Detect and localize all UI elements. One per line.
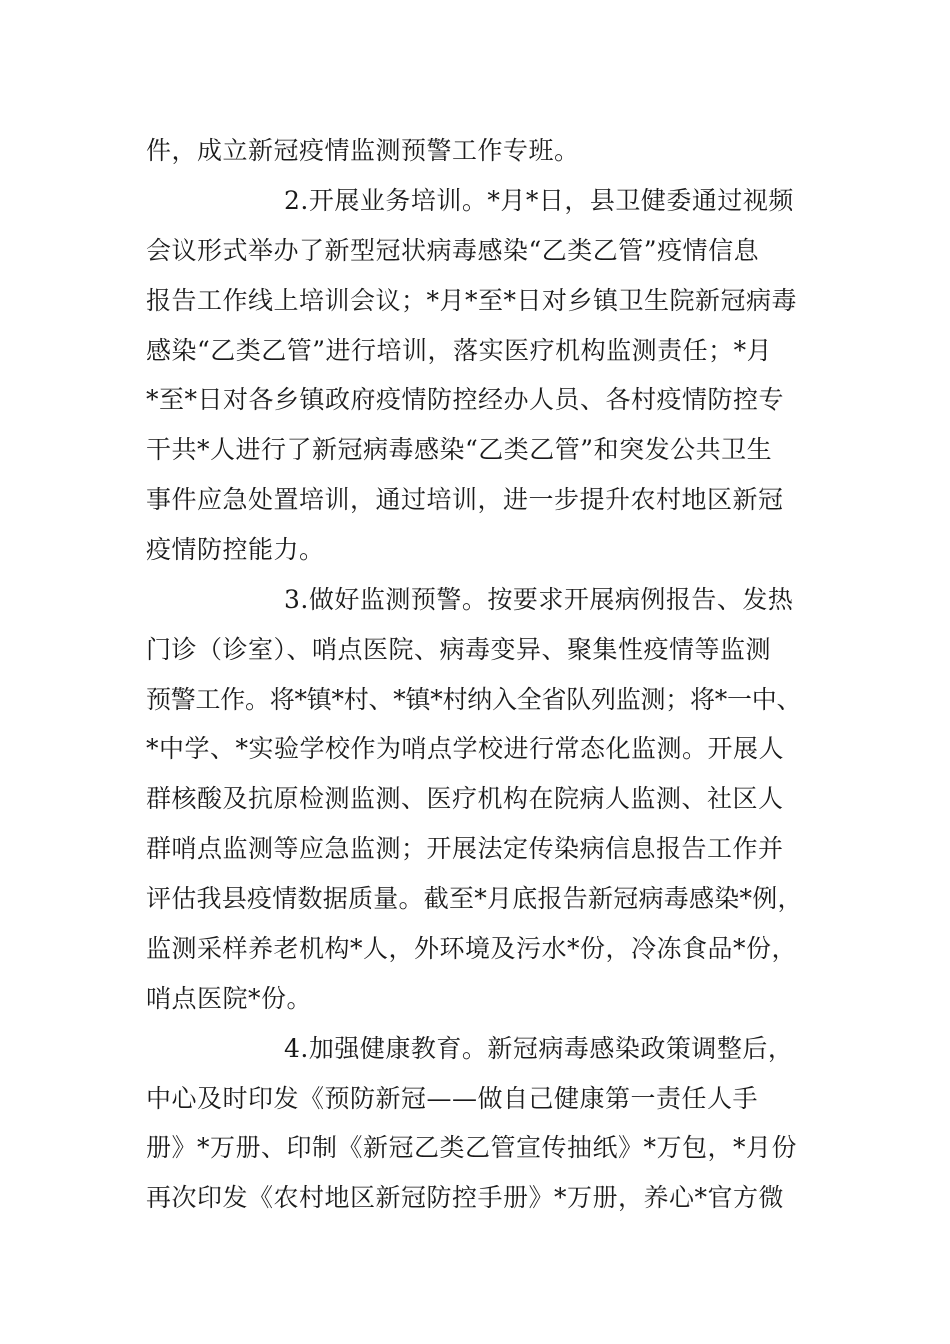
section-heading-line: 3.做好监测预警。按要求开展病例报告、发热 xyxy=(284,585,794,614)
text-line: *至*日对各乡镇政府疫情防控经办人员、各村疫情防控专 xyxy=(146,385,785,414)
text-line: 监测采样养老机构*人，外环境及污水*份，冷冻食品*份， xyxy=(146,934,798,963)
text-line: 会议形式举办了新型冠状病毒感染“乙类乙管”疫情信息 xyxy=(146,236,760,265)
text-line: 册》*万册、印制《新冠乙类乙管宣传抽纸》*万包，*月份 xyxy=(146,1133,798,1162)
text-line: 报告工作线上培训会议；*月*至*日对乡镇卫生院新冠病毒 xyxy=(146,286,798,315)
text-line: 事件应急处置培训，通过培训，进一步提升农村地区新冠 xyxy=(146,485,784,514)
text-line: 群哨点监测等应急监测；开展法定传染病信息报告工作并 xyxy=(146,834,784,863)
text-line: 预警工作。将*镇*村、*镇*村纳入全省队列监测；将*一中、 xyxy=(146,685,802,714)
text-line: *中学、*实验学校作为哨点学校进行常态化监测。开展人 xyxy=(146,734,785,763)
section-heading-line: 2.开展业务培训。*月*日，县卫健委通过视频 xyxy=(284,186,794,215)
section-heading-line: 4.加强健康教育。新冠病毒感染政策调整后， xyxy=(284,1034,794,1063)
text-line: 件，成立新冠疫情监测预警工作专班。 xyxy=(146,136,580,165)
text-line: 疫情防控能力。 xyxy=(146,535,325,564)
text-line: 评估我县疫情数据质量。截至*月底报告新冠病毒感染*例， xyxy=(146,884,803,913)
text-line: 中心及时印发《预防新冠——做自己健康第一责任人手 xyxy=(146,1084,759,1113)
text-line: 再次印发《农村地区新冠防控手册》*万册，养心*官方微 xyxy=(146,1183,785,1212)
text-line: 哨点医院*份。 xyxy=(146,984,313,1013)
text-line: 干共*人进行了新冠病毒感染“乙类乙管”和突发公共卫生 xyxy=(146,435,773,464)
text-line: 感染“乙类乙管”进行培训，落实医疗机构监测责任；*月 xyxy=(146,336,773,365)
text-line: 群核酸及抗原检测监测、医疗机构在院病人监测、社区人 xyxy=(146,784,784,813)
text-line: 门诊（诊室）、哨点医院、病毒变异、聚集性疫情等监测 xyxy=(146,635,772,664)
